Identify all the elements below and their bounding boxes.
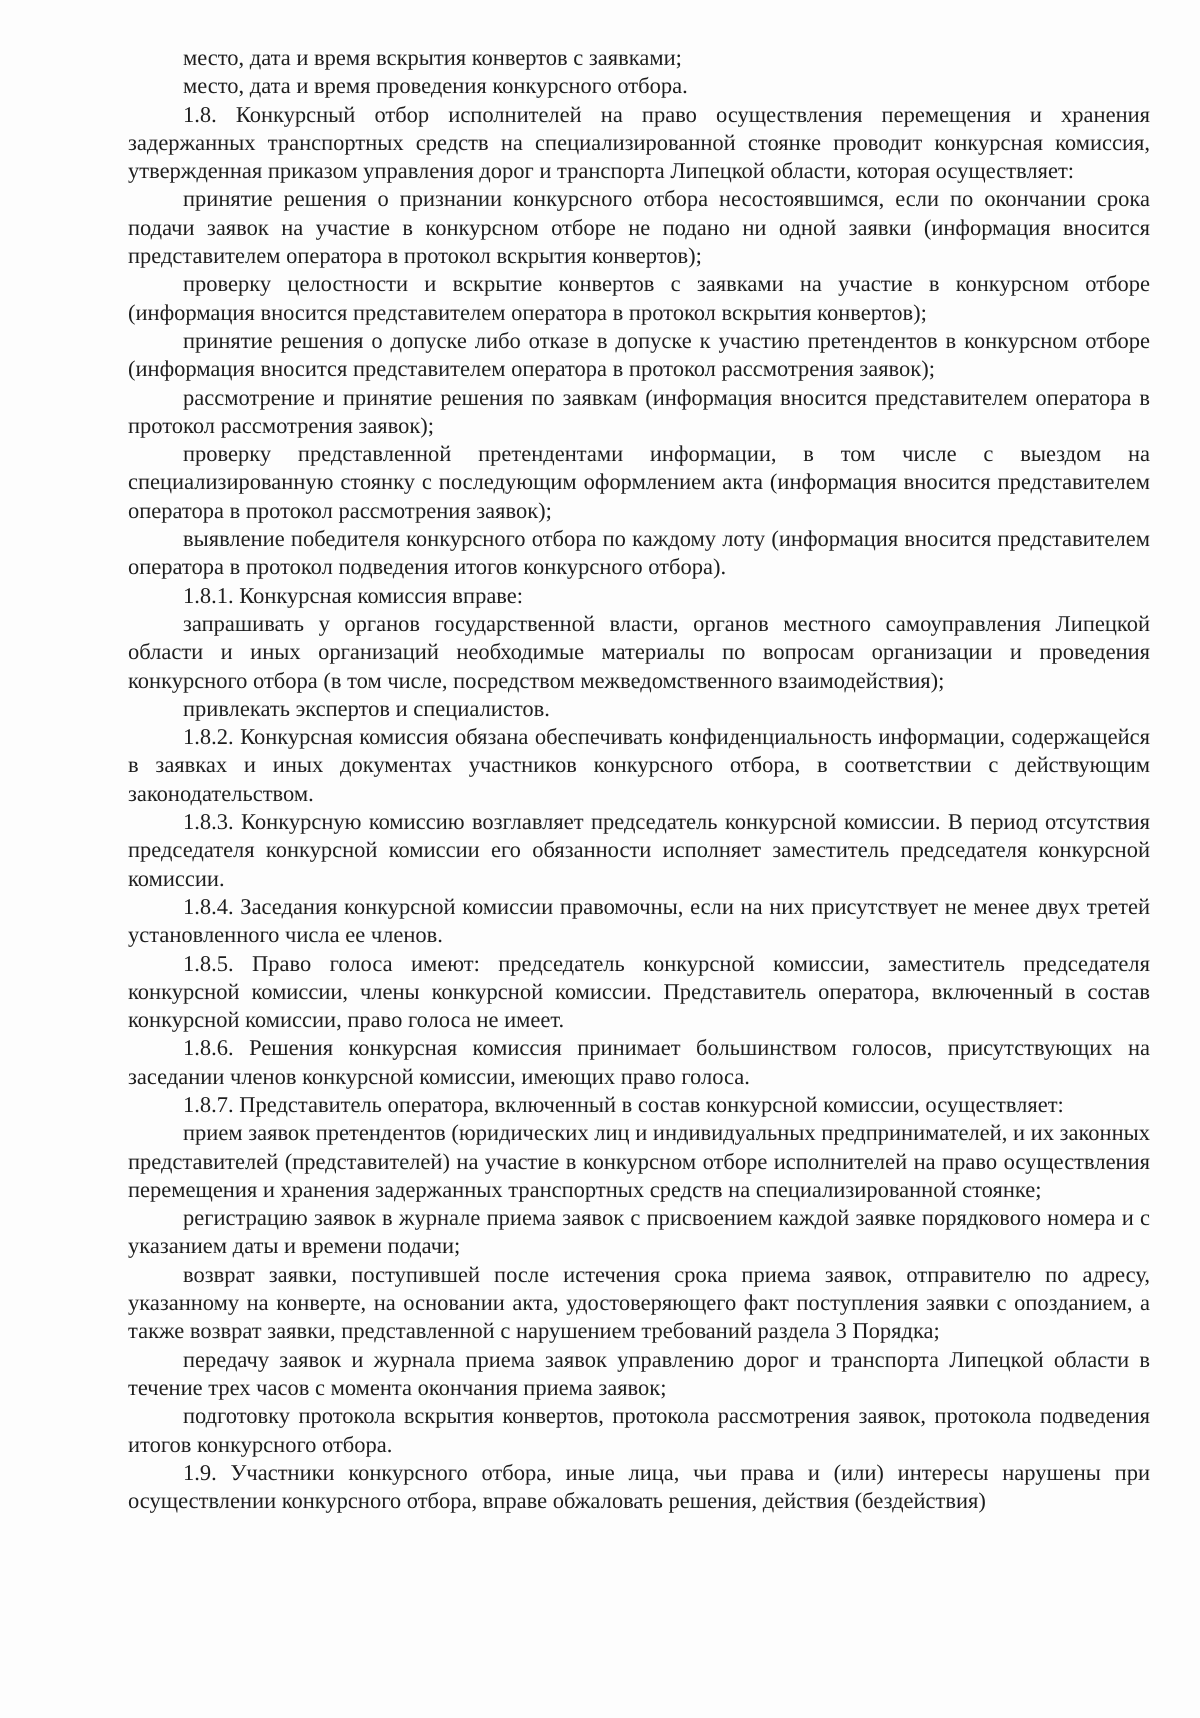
paragraph: 1.8.7. Представитель оператора, включенный в состав конкурсной комиссии, осуществляет: [183,1091,1064,1117]
paragraph: прием заявок претендентов (юридических лиц и индивидуальных предпринимателей, и их законных представителей (представителей) на участие в конкурсном отборе исполнителей на право осуществления перемещения и хранения задержанных транспортных средств на специализированной стоянке; [128,1120,1150,1202]
paragraph: 1.8. Конкурсный отбор исполнителей на право осуществления перемещения и хранения задержанных транспортных средств на специализированной стоянке проводит конкурсная комиссия, утвержденная приказом управления дорог и транспорта Липецкой области, которая осуществляет: [128,101,1150,184]
paragraph: рассмотрение и принятие решения по заявкам (информация вносится представителем оператора в протокол рассмотрения заявок); [128,384,1150,438]
paragraph: 1.8.5. Право голоса имеют: председатель конкурсной комиссии, заместитель председателя конкурсной комиссии, члены конкурсной комиссии. Представитель оператора, включенный в состав конкурсной комиссии, право голоса не имеет. [128,950,1150,1033]
paragraph: 1.8.3. Конкурсную комиссию возглавляет председатель конкурсной комиссии. В период отсутствия председателя конкурсной комиссии его обязанности исполняет заместитель председателя конкурсной комиссии. [128,809,1150,891]
paragraph: возврат заявки, поступившей после истечения срока приема заявок, отправителю по адресу, указанному на конверте, на основании акта, удостоверяющего факт поступления заявки с опозданием, а также возврат заявки, представленной с нарушением требований раздела 3 Порядка; [128,1261,1150,1344]
paragraph: проверку представленной претендентами информации, в том числе с выездом на специализированную стоянку с последующим оформлением акта (информация вносится представителем оператора в протокол рассмотрения заявок); [128,441,1150,523]
paragraph: 1.9. Участники конкурсного отбора, иные лица, чьи права и (или) интересы нарушены при осуществлении конкурсного отбора, вправе обжаловать решения, действия (бездействия) [128,1459,1150,1514]
paragraph: привлекать экспертов и специалистов. [183,695,550,721]
paragraph: регистрацию заявок в журнале приема заявок с присвоением каждой заявке порядкового номера и с указанием даты и времени подачи; [128,1205,1150,1259]
paragraph: выявление победителя конкурсного отбора по каждому лоту (информация вносится представителем оператора в протокол подведения итогов конкурсного отбора). [128,526,1150,580]
paragraph: 1.8.4. Заседания конкурсной комиссии правомочны, если на них присутствует не менее двух третей установленного числа ее членов. [128,893,1150,948]
paragraph: 1.8.2. Конкурсная комиссия обязана обеспечивать конфиденциальность информации, содержащейся в заявках и иных документах участников конкурсного отбора, в соответствии с действующим законодательством. [128,724,1150,806]
paragraph: принятие решения о признании конкурсного отбора несостоявшимся, если по окончании срока подачи заявок на участие в конкурсном отборе не подано ни одной заявки (информация вносится представителем оператора в протокол вскрытия конвертов); [128,186,1150,269]
paragraph: место, дата и время проведения конкурсного отбора. [183,73,688,99]
paragraph: 1.8.1. Конкурсная комиссия вправе: [183,582,524,608]
paragraph: место, дата и время вскрытия конвертов с заявками; [183,45,682,70]
paragraph: принятие решения о допуске либо отказе в допуске к участию претендентов в конкурсном отборе (информация вносится представителем оператора в протокол рассмотрения заявок); [128,327,1150,382]
paragraph: передачу заявок и журнала приема заявок управлению дорог и транспорта Липецкой области в течение трех часов с момента окончания приема заявок; [128,1346,1150,1400]
paragraph: запрашивать у органов государственной власти, органов местного самоуправления Липецкой области и иных организаций необходимые материалы по вопросам организации и проведения конкурсного отбора (в том числе, посредством межведомственного взаимодействия); [128,610,1150,693]
paragraph: 1.8.6. Решения конкурсная комиссия принимает большинством голосов, присутствующих на заседании членов конкурсной комиссии, имеющих право голоса. [128,1035,1150,1089]
document-body [128,44,1150,1515]
paragraph: проверку целостности и вскрытие конвертов с заявками на участие в конкурсном отборе (информация вносится представителем оператора в протокол вскрытия конвертов); [128,271,1150,325]
paragraph: подготовку протокола вскрытия конвертов, протокола рассмотрения заявок, протокола подведения итогов конкурсного отбора. [128,1403,1150,1457]
